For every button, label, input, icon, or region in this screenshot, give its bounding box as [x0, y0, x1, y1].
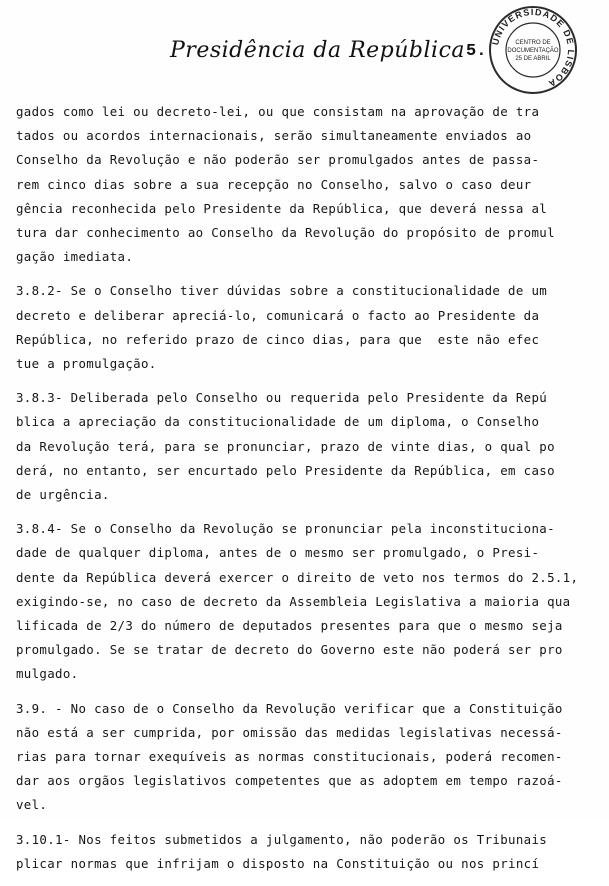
text-line: Conselho da Revolução e não poderão ser promulgados antes de passa- — [16, 152, 540, 168]
text-line: 3.8.4- Se o Conselho da Revolução se pronunciar pela inconstituciona- — [16, 521, 555, 537]
text-line: rias para tornar exequíveis as normas constitucionais, poderá recomen- — [16, 749, 563, 765]
letterhead-title: Presidência da República — [170, 38, 466, 63]
text-line: gência reconhecida pelo Presidente da República, que deverá nessa al — [16, 200, 548, 216]
text-line: dente da República deverá exercer o direito de veto nos termos do 2.5.1, — [16, 569, 579, 585]
text-line: tue a promulgação. — [16, 356, 157, 372]
paragraph-3-8-2 — [16, 279, 601, 376]
text-line: derá, no entanto, ser encurtado pelo Presidente da República, em caso — [16, 462, 555, 478]
text-line: tura dar conhecimento ao Conselho da Revolução do propósito de promul — [16, 225, 555, 241]
text-line: dar aos orgãos legislativos competentes que as adoptem em tempo razoá- — [16, 773, 563, 789]
page-number: 5. — [466, 42, 487, 61]
text-line: promulgado. Se se tratar de decreto do Governo este não poderá ser pro — [16, 642, 563, 658]
text-line: 3.8.3- Deliberada pelo Conselho ou requerida pelo Presidente da Repú — [16, 390, 548, 406]
stamp-center-line-2: DOCUMENTAÇÃO — [507, 48, 559, 54]
text-line: de urgência. — [16, 487, 110, 503]
text-line: decreto e deliberar apreciá-lo, comunicará o facto ao Presidente da — [16, 307, 540, 323]
text-line: da Revolução terá, para se pronunciar, prazo de vinte dias, o qual po — [16, 438, 555, 454]
stamp-ring-text: UNIVERSIDADE DE LISBOA — [490, 6, 577, 90]
stamp-center-line-1: CENTRO DE — [515, 40, 551, 46]
document-body — [16, 100, 601, 886]
paragraph-continuation — [16, 100, 601, 269]
text-line: gados como lei ou decreto-lei, ou que consistam na aprovação de tra — [16, 104, 540, 119]
text-line: 3.9. - No caso de o Conselho da Revolução verificar que a Constituição — [16, 700, 563, 716]
stamp-center-line-3: 25 DE ABRIL — [515, 56, 551, 62]
text-line: plicar normas que infrijam o disposto na Constituição ou nos princí — [16, 855, 540, 871]
text-line: tados ou acordos internacionais, serão simultaneamente enviados ao — [16, 128, 532, 144]
paragraph-3-9 — [16, 697, 601, 818]
paragraph-3-10-1 — [16, 828, 601, 876]
text-line: mulgado. — [16, 666, 79, 682]
text-line: lificada de 2/3 do número de deputados presentes para que o mesmo seja — [16, 618, 563, 634]
text-line: dade de qualquer diploma, antes de o mesmo ser promulgado, o Presi- — [16, 545, 540, 561]
text-line: vel. — [16, 797, 48, 813]
archive-stamp — [487, 4, 579, 96]
text-line: República, no referido prazo de cinco dias, para que este não efec — [16, 331, 540, 347]
paragraph-3-8-3 — [16, 386, 601, 507]
paragraph-3-8-4 — [16, 517, 601, 686]
text-line: não está a ser cumprida, por omissão das medidas legislativas necessá- — [16, 724, 563, 740]
text-line: gação imediata. — [16, 249, 134, 265]
text-line: blica a apreciação da constitucionalidade de um diploma, o Conselho — [16, 414, 540, 430]
text-line: exigindo-se, no caso de decreto da Assembleia Legislativa a maioria qua — [16, 593, 571, 609]
text-line: rem cinco dias sobre a sua recepção no Conselho, salvo o caso deur — [16, 176, 532, 192]
text-line: 3.8.2- Se o Conselho tiver dúvidas sobre a constitucionalidade de um — [16, 283, 548, 299]
text-line: 3.10.1- Nos feitos submetidos a julgamento, não poderão os Tribunais — [16, 831, 548, 847]
